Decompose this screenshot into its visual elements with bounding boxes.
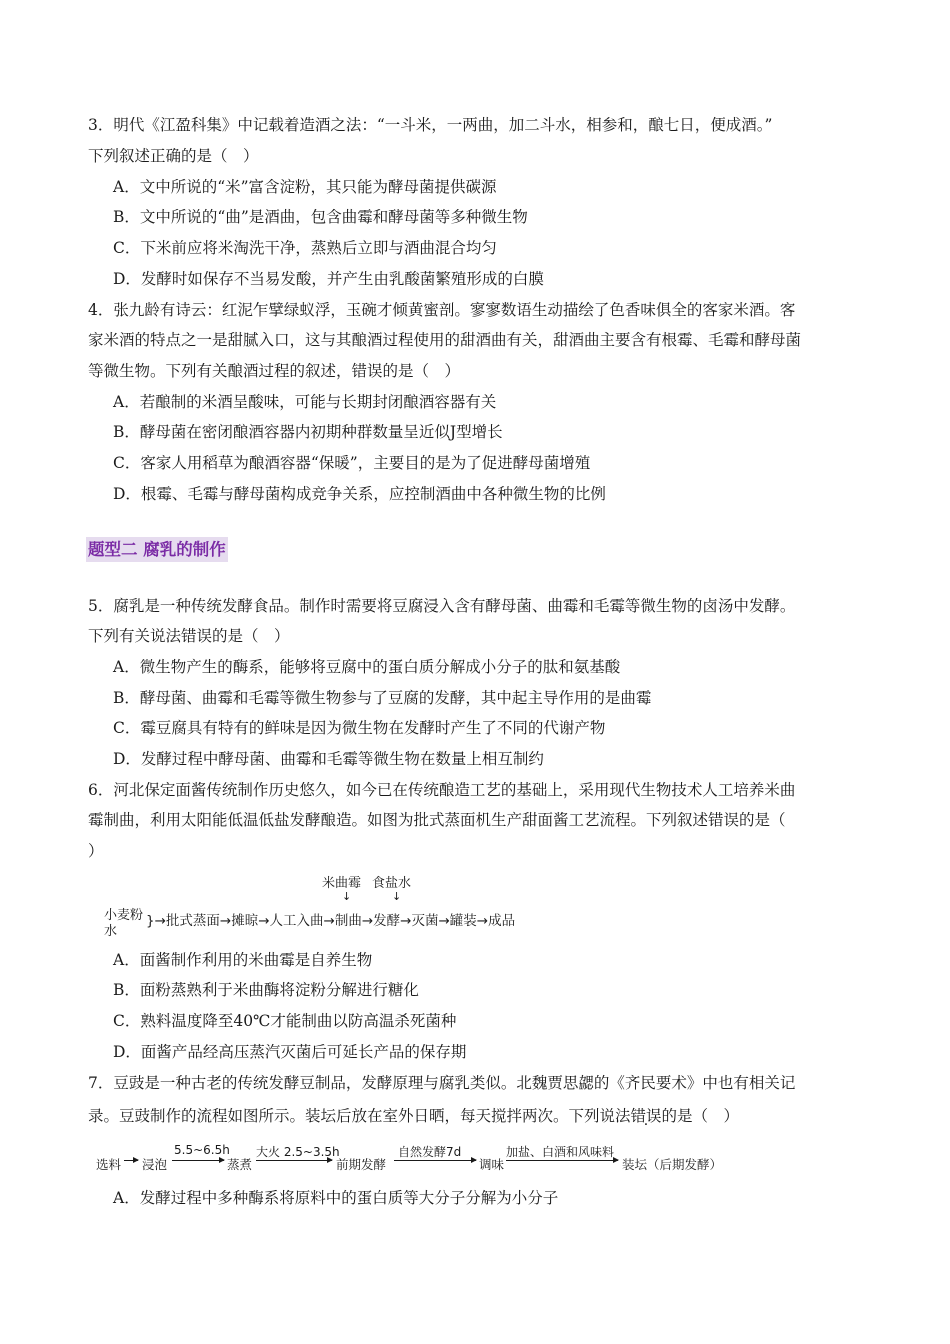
q6-stem-line-1: 6．河北保定面酱传统制作历史悠久，如今已在传统酿造工艺的基础上，采用现代生物技术人工培养米曲 xyxy=(88,781,796,799)
q6-option-a: A．面酱制作利用的米曲霉是自养生物 xyxy=(113,951,373,969)
q6-option-b: B．面粉蒸熟利于米曲酶将淀粉分解进行糖化 xyxy=(113,981,419,999)
arrow-right-icon xyxy=(506,1160,618,1161)
q6-option-c: C．熟料温度降至40℃才能制曲以防高温杀死菌种 xyxy=(113,1012,457,1030)
flow-input-water: 水 xyxy=(104,924,118,939)
q3-stem-line-2: 下列叙述正确的是（ ） xyxy=(88,147,259,165)
flow-node-soak: 浸泡 xyxy=(142,1157,168,1172)
q5-option-b: B．酵母菌、曲霉和毛霉等微生物参与了豆腐的发酵，其中起主导作用的是曲霉 xyxy=(113,689,652,707)
flow-condition-4: 加盐、白酒和风味料 xyxy=(506,1145,615,1159)
q5-option-c: C．霉豆腐具有特有的鲜味是因为微生物在发酵时产生了不同的代谢产物 xyxy=(113,719,606,737)
q4-option-a: A．若酿制的米酒呈酸味，可能与长期封闭酿酒容器有关 xyxy=(113,393,497,411)
q5-option-a: A．微生物产生的酶系，能够将豆腐中的蛋白质分解成小分子的肽和氨基酸 xyxy=(113,658,621,676)
q4-stem-line-3: 等微生物。下列有关酿酒过程的叙述，错误的是（ ） xyxy=(88,362,461,380)
q4-option-c: C．客家人用稻草为酿酒容器“保暖”，主要目的是为了促进酵母菌增殖 xyxy=(113,454,591,472)
q5-stem-line-2: 下列有关说法错误的是（ ） xyxy=(88,627,290,645)
arrow-down-icon: ↓ xyxy=(392,890,402,903)
flow-additive-brine: 食盐水 xyxy=(372,876,412,891)
q4-option-d: D．根霉、毛霉与酵母菌构成竞争关系，应控制酒曲中各种微生物的比例 xyxy=(113,485,606,503)
q6-option-d: D．面酱产品经高压蒸汽灭菌后可延长产品的保存期 xyxy=(113,1043,467,1061)
douchi-process-diagram xyxy=(96,1145,736,1175)
noodle-sauce-process-diagram xyxy=(100,872,560,942)
q7-stem-text: 录。豆豉制作的流程如图所示。装坛后放在室外日晒，每天搅拌两次。下列说法 xyxy=(88,1107,631,1125)
q7-stem-line-1: 7．豆豉是一种古老的传统发酵豆制品，发酵原理与腐乳类似。北魏贾思勰的《齐民要术》中也有相关记 xyxy=(88,1074,796,1092)
q7-stem-tail: 的是（ ） xyxy=(661,1107,740,1125)
q3-option-c: C．下米前应将米淘洗干净，蒸熟后立即与酒曲混合均匀 xyxy=(113,239,497,257)
section-title: 题型二 腐乳的制作 xyxy=(86,537,228,562)
q6-stem-line-2: 霉制曲，利用太阳能低温低盐发酵酿造。如图为批式蒸面机生产甜面酱工艺流程。下列叙述错误的是（ xyxy=(88,811,786,829)
arrow-right-icon xyxy=(256,1160,332,1161)
q3-option-d: D．发酵时如保存不当易发酸，并产生由乳酸菌繁殖形成的白膜 xyxy=(113,270,544,288)
flow-condition-1: 5.5~6.5h xyxy=(174,1143,230,1157)
arrow-right-icon xyxy=(394,1160,476,1161)
flow-process-steps: }→批式蒸面→摊晾→人工入曲→制曲→发酵→灭菌→罐装→成品 xyxy=(146,913,516,929)
q4-option-b: B．酵母菌在密闭酿酒容器内初期种群数量呈近似J型增长 xyxy=(113,423,503,441)
q3-option-b: B．文中所说的“曲”是酒曲，包含曲霉和酵母菌等多种微生物 xyxy=(113,208,528,226)
flow-additive-koji-mold: 米曲霉 xyxy=(322,876,362,891)
q6-stem-line-3: ） xyxy=(88,842,104,860)
arrow-right-icon xyxy=(124,1160,138,1161)
arrow-down-icon: ↓ xyxy=(342,890,352,903)
q5-option-d: D．发酵过程中酵母菌、曲霉和毛霉等微生物在数量上相互制约 xyxy=(113,750,544,768)
arrow-right-icon xyxy=(172,1160,224,1161)
flow-node-early-ferment: 前期发酵 xyxy=(336,1157,387,1172)
flow-node-steam: 蒸煮 xyxy=(227,1157,253,1172)
flow-node-jar: 装坛（后期发酵） xyxy=(622,1157,723,1172)
q4-stem-line-1: 4．张九龄有诗云：红泥乍擘绿蚁浮，玉碗才倾黄蜜剖。寥寥数语生动描绘了色香味俱全的客家米酒。客 xyxy=(88,301,796,319)
flow-condition-2: 大火 2.5~3.5h xyxy=(256,1145,340,1159)
flow-node-season: 调味 xyxy=(479,1157,505,1172)
q3-stem-line-1: 3．明代《江盈科集》中记载着造酒之法：“一斗米，一两曲，加二斗水，相参和，酿七日，便成酒。” xyxy=(88,116,773,134)
emphasis-word: 错误 xyxy=(630,1107,662,1125)
flow-condition-3: 自然发酵7d xyxy=(398,1145,462,1159)
q3-option-a: A．文中所说的“米”富含淀粉，其只能为酵母菌提供碳源 xyxy=(113,178,497,196)
q5-stem-line-1: 5．腐乳是一种传统发酵食品。制作时需要将豆腐浸入含有酵母菌、曲霉和毛霉等微生物的卤汤中发酵。 xyxy=(88,597,796,615)
q4-stem-line-2: 家米酒的特点之一是甜腻入口，这与其酿酒过程使用的甜酒曲有关，甜酒曲主要含有根霉、毛霉和酵母菌 xyxy=(88,331,802,349)
q7-option-a: A．发酵过程中多种酶系将原料中的蛋白质等大分子分解为小分子 xyxy=(113,1189,559,1207)
flow-node-select: 选料 xyxy=(96,1157,122,1172)
flow-input-flour: 小麦粉 xyxy=(104,908,144,923)
q7-stem-line-2 xyxy=(88,1106,739,1126)
